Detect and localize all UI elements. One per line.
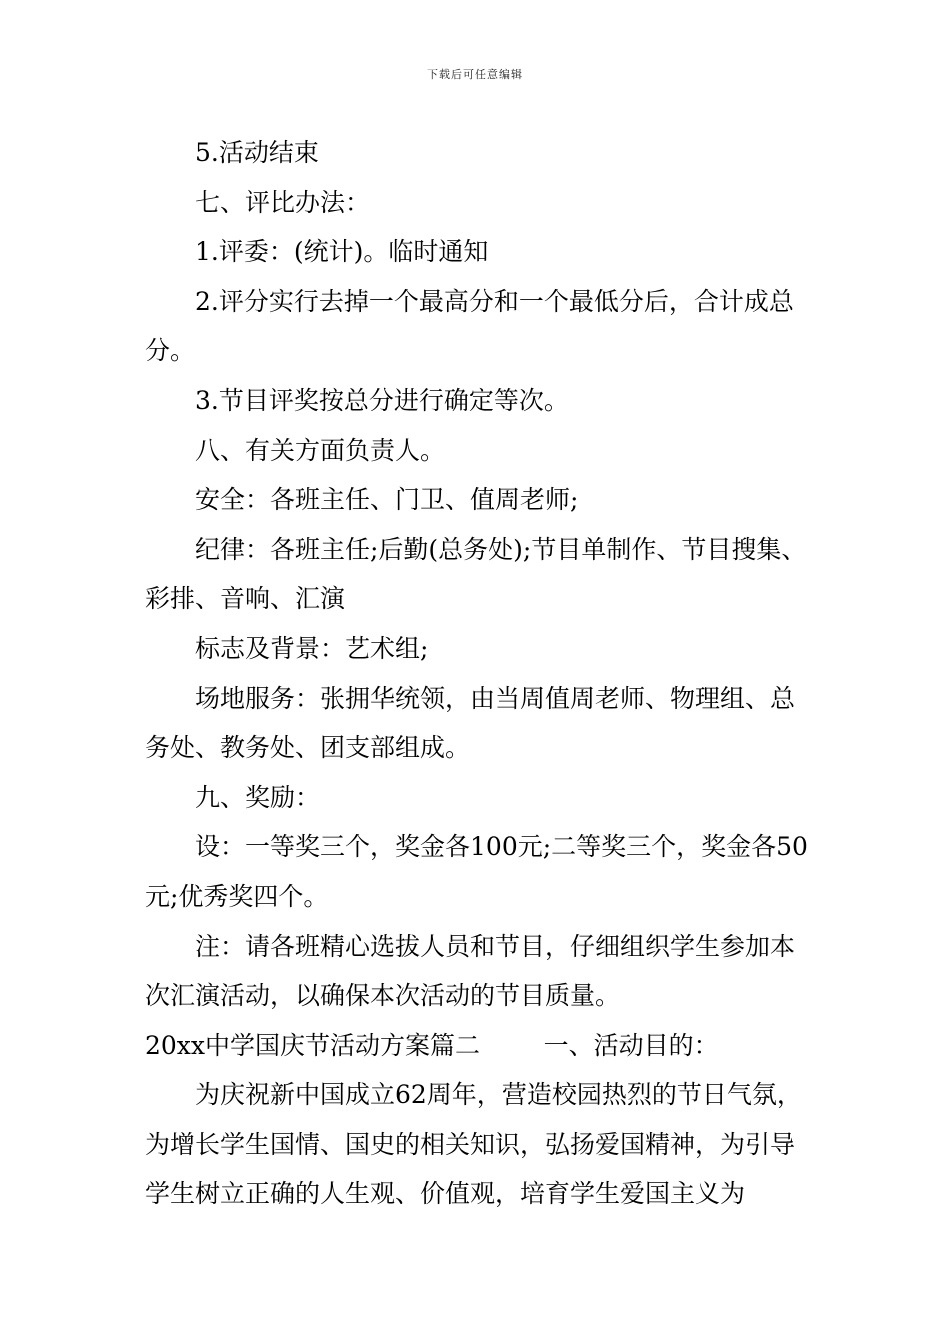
section-heading: 七、评比办法： [195,187,371,217]
paragraph: 3.节目评奖按总分进行确定等次。 [195,385,569,415]
paragraph: 标志及背景：艺术组; [195,633,429,663]
article-title-line: 20xx中学国庆节活动方案篇二 一、活动目的： [145,1030,719,1060]
page-header-note: 下载后可任意编辑 [427,68,523,81]
paragraph: 纪律：各班主任;后勤(总务处);节目单制作、节目搜集、彩排、音响、汇演 [145,534,807,614]
section-heading: 八、有关方面负责人。 [195,435,446,465]
section-heading: 九、奖励： [195,782,321,812]
paragraph: 5.活动结束 [195,138,319,167]
paragraph: 1.评委：(统计)。临时通知 [195,237,489,267]
paragraph: 安全：各班主任、门卫、值周老师; [195,485,579,515]
paragraph: 场地服务：张拥华统领，由当周值周老师、物理组、总务处、教务处、团支部组成。 [145,683,796,763]
paragraph: 为庆祝新中国成立62周年，营造校园热烈的节日气氛，为增长学生国情、国史的相关知识，弘扬爱国精神，为引导学生树立正确的人生观、价值观，培育学生爱国主义为 [145,1080,802,1209]
paragraph: 注：请各班精心选拔人员和节目，仔细组织学生参加本次汇演活动，以确保本次活动的节目质量。 [145,931,796,1011]
document-body [145,128,810,1219]
paragraph: 设：一等奖三个，奖金各100元;二等奖三个，奖金各50元;优秀奖四个。 [145,832,808,911]
paragraph: 2.评分实行去掉一个最高分和一个最低分后，合计成总分。 [145,286,794,366]
